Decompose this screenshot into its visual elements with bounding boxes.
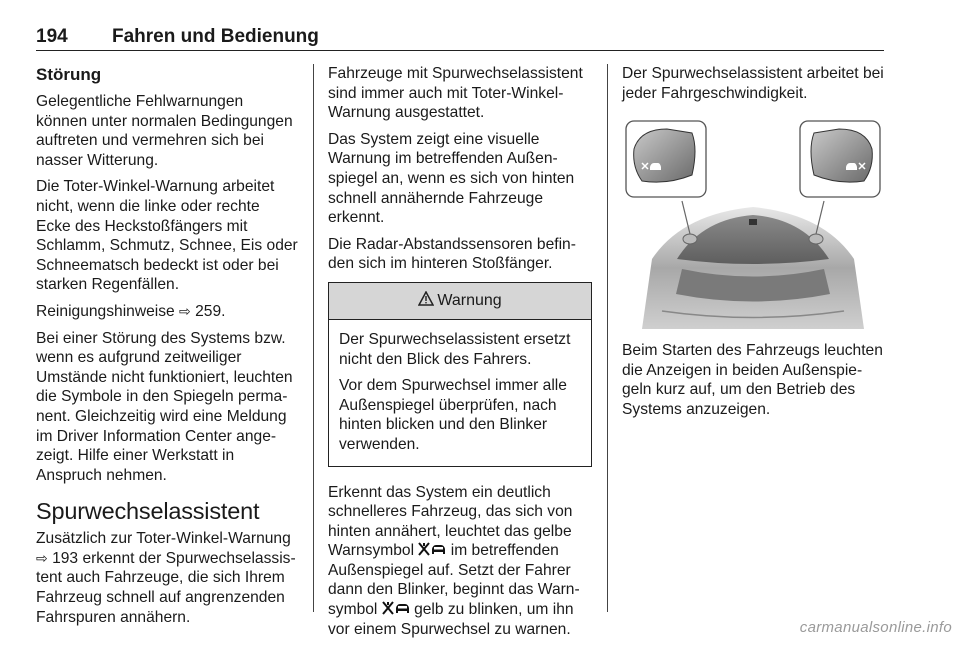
paragraph-warnsymbol	[328, 483, 592, 640]
paragraph-fehlwarnungen: Gelegentliche Fehlwarnungen können unter normalen Bedingungen auftreten und vermehren sich bei nasser Witterung.	[36, 93, 293, 169]
lane-change-warning-symbol-icon	[418, 542, 446, 556]
page-number: 194	[36, 26, 68, 47]
reinigung-page-ref[interactable]: 259.	[195, 302, 226, 320]
warnsymbol-text-a: Erkennt das System ein deutlich schnelleres Fahrzeug, das sich von hinten annähert, leuchtet das gelbe Warnsymbol	[328, 483, 573, 560]
warning-header	[329, 283, 591, 320]
watermark: carmanualsonline.info	[799, 619, 952, 636]
right-mirror-glass	[811, 129, 872, 182]
column-right	[622, 64, 886, 427]
column-divider-2	[607, 64, 608, 612]
warning-title: Warnung	[437, 292, 502, 310]
warnsymbol-text-b: im betreffenden Außenspiegel auf. Setzt der Fahrer dann den Blinker, beginnt das Warnsymbol	[328, 542, 580, 619]
warning-body	[329, 320, 591, 466]
column-left	[36, 64, 298, 634]
paragraph-starten: Beim Starten des Fahrzeugs leuchten die Anzeigen in beiden Außenspiegeln kurz auf, um den Betrieb des Systems anzuzeigen.	[622, 342, 883, 418]
warning-text-2: Vor dem Spurwechsel immer alle Außenspiegel überprüfen, nach hinten blicken und den Blinker verwenden.	[339, 377, 567, 453]
section-heading-spurwechselassistent: Spurwechselassistent	[36, 498, 260, 525]
paragraph-toter-winkel: Die Toter-Winkel-Warnung arbeitet nicht, wenn die linke oder rechte Ecke des Heckstoßfängers mit Schlamm, Schmutz, Schnee, Eis oder Schneematsch bedeckt ist oder bei starken Regenfällen.	[36, 178, 298, 294]
car-mirrors-illustration	[622, 119, 884, 329]
column-middle	[328, 64, 592, 646]
left-mirror-glass	[634, 129, 695, 182]
paragraph-ausstattung: Fahrzeuge mit Spurwechselassistent sind immer auch mit Toter-Winkel-Warnung ausgestattet.	[328, 65, 583, 122]
warning-triangle-icon	[418, 291, 434, 312]
lane-change-warning-symbol-icon	[382, 601, 410, 615]
column-divider-1	[313, 64, 314, 612]
section-heading-stoerung: Störung	[36, 65, 102, 84]
page-header	[36, 24, 884, 51]
paragraph-visuelle-warnung: Das System zeigt eine visuelle Warnung im betreffenden Außenspiegel an, wenn es sich von hinten schnell annähernde Fahrzeuge erkennt.	[328, 130, 575, 227]
warning-text-1: Der Spurwechselassistent ersetzt nicht den Blick des Fahrers.	[339, 330, 571, 368]
left-mirror-housing	[683, 234, 697, 244]
paragraph-radar-sensoren: Die Radar-Abstandssensoren befinden sich im hinteren Stoßfänger.	[328, 235, 576, 273]
car-roof-fin	[749, 219, 757, 225]
page-ref-arrow-icon: ⇨	[36, 549, 48, 566]
warnsymbol-text-c: gelb zu blinken, um ihn vor einem Spurwechsel zu warnen.	[328, 601, 574, 638]
reinigung-text: Reinigungshinweise	[36, 302, 180, 320]
page-ref-arrow-icon: ⇨	[179, 302, 191, 319]
chapter-title: Fahren und Bedienung	[112, 26, 319, 47]
paragraph-reinigung	[36, 302, 298, 322]
paragraph-stoerung-system: Bei einer Störung des Systems bzw. wenn es aufgrund zeitweiliger Umstände nicht funktioniert, leuchten die Symbole in den Spiegeln permanent. Gleichzeitig wird eine Meldung im Driver Information Center angezeigt. Hilfe einer Werkstatt in Anspruch nehmen.	[36, 329, 293, 484]
intro-text-a: Zusätzlich zur Toter-Winkel-Warnung	[36, 530, 291, 548]
intro-text-b: erkennt der Spurwechselassistent auch Fahrzeuge, die sich Ihrem Fahrzeug schnell auf angrenzenden Fahrspuren annähern.	[36, 549, 296, 626]
warning-box	[328, 282, 592, 467]
paragraph-spurwechsel-intro	[36, 529, 298, 627]
paragraph-geschwindigkeit: Der Spurwechselassistent arbeitet bei jeder Fahrgeschwindigkeit.	[622, 65, 884, 102]
intro-page-ref[interactable]: 193	[52, 549, 79, 567]
right-mirror-housing	[809, 234, 823, 244]
